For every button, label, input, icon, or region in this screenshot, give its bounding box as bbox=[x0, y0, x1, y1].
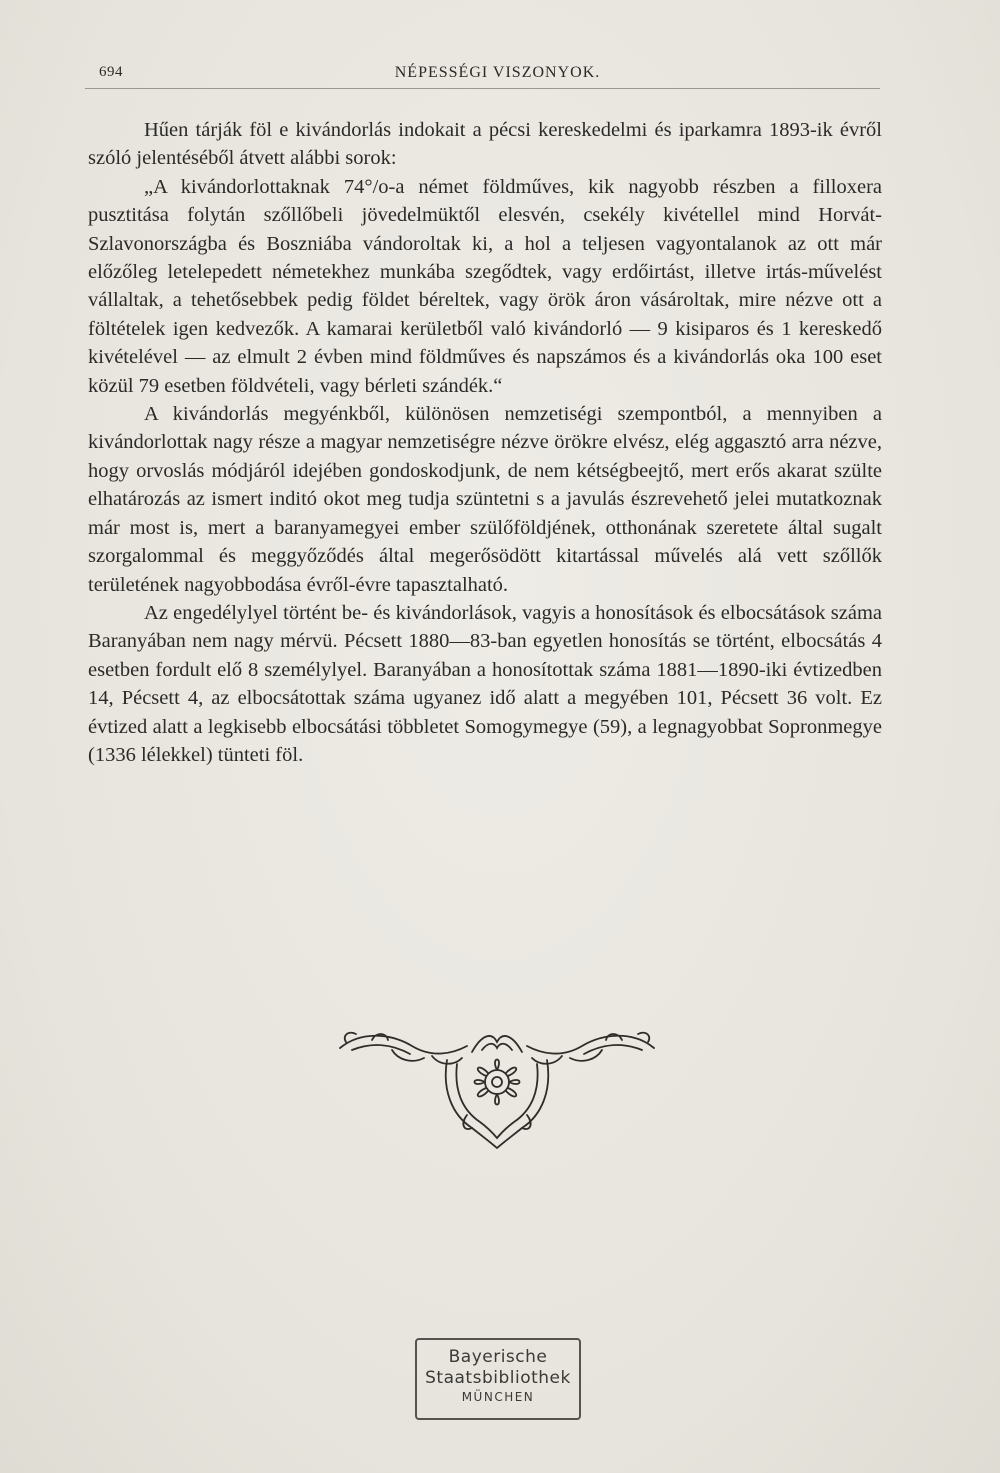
paragraph-naturalization: Az engedélylyel történt be- és kivándorlások, vagyis a honosítások és elbocsátások száma Baranyában nem nagy mérvü. Pécsett 1880—83-ban egyetlen honosítás se történt, elbocsátás 4 esetben fordult elő 8 személylyel. Baranyában a honosítottak száma 1881—1890-iki évtizedben 14, Pécsett 4, az elbocsátottak száma ugyanez idő alatt a megyében 101, Pécsett 36 volt. Ez évtized alatt a legkisebb elbocsátási többletet Somogymegye (59), a legnagyobbat Sopronmegye (1336 lélekkel) tünteti föl. bbox=[88, 601, 882, 766]
floral-ornament-icon bbox=[332, 1020, 662, 1150]
stamp-line-bayerische: Bayerische bbox=[448, 1347, 548, 1367]
paragraph-quote: „A kivándorlottaknak 74°/o-a német földműves, kik nagyobb részben a filloxera pusztitása folytán szőllőbeli jövedelmüktől elesvén, csekély kivétellel mind Horvát-Szlavonországba és Boszniába vándoroltak ki, a hol a teljesen vagyontalanok az ott már előzőleg letelepedett németekhez munkába szegődtek, vagy erdőirtást, illetve irtás-művelést vállaltak, a tehetősebbek pedig földet béreltek, vagy örök áron vásároltak, mire nézve ott a föltételek igen kedvezők. A kamarai kerületből való kivándorló — 9 kisiparos és 1 kereskedő kivételével — az elmult 2 évben mind földműves és napszámos és a kivándorlás oka 100 eset közül 79 esetben földvételi, vagy bérleti szándék.“ bbox=[88, 175, 882, 397]
page-number: 694 bbox=[99, 64, 123, 80]
running-title: NÉPESSÉGI VISZONYOK. bbox=[394, 64, 601, 81]
paragraph-intro: Hűen tárják föl e kivándorlás indokait a pécsi kereskedelmi és iparkamra 1893-ik évről szóló jelentéséből átvett alábbi sorok: bbox=[88, 119, 882, 170]
stamp-line-staatsbibliothek: Staatsbibliothek bbox=[425, 1368, 571, 1388]
body-text bbox=[88, 116, 882, 769]
paragraph-emigration: A kivándorlás megyénkből, különösen nemzetiségi szempontból, a mennyiben a kivándorlottak nagy része a magyar nemzetiségre nézve örökre elvész, elég aggasztó arra nézve, hogy orvoslás módjáról idejében gondoskodjunk, de nem kétségbeejtő, mert erős akarat szülte elhatározás az ismert inditó okot meg tudja szüntetni s a javulás észrevehető jelei mutatkoznak már most is, mert a baranyamegyei ember szülőföldjének, otthonának szeretete által sugalt szorgalommal és meggyőződés által megerősödött kitartással művelés alá vett szőllők területének nagyobbodása évről-évre tapasztalható. bbox=[88, 403, 882, 596]
library-stamp bbox=[415, 1338, 581, 1420]
page-header bbox=[85, 58, 880, 89]
stamp-line-muenchen: MÜNCHEN bbox=[461, 1390, 535, 1404]
